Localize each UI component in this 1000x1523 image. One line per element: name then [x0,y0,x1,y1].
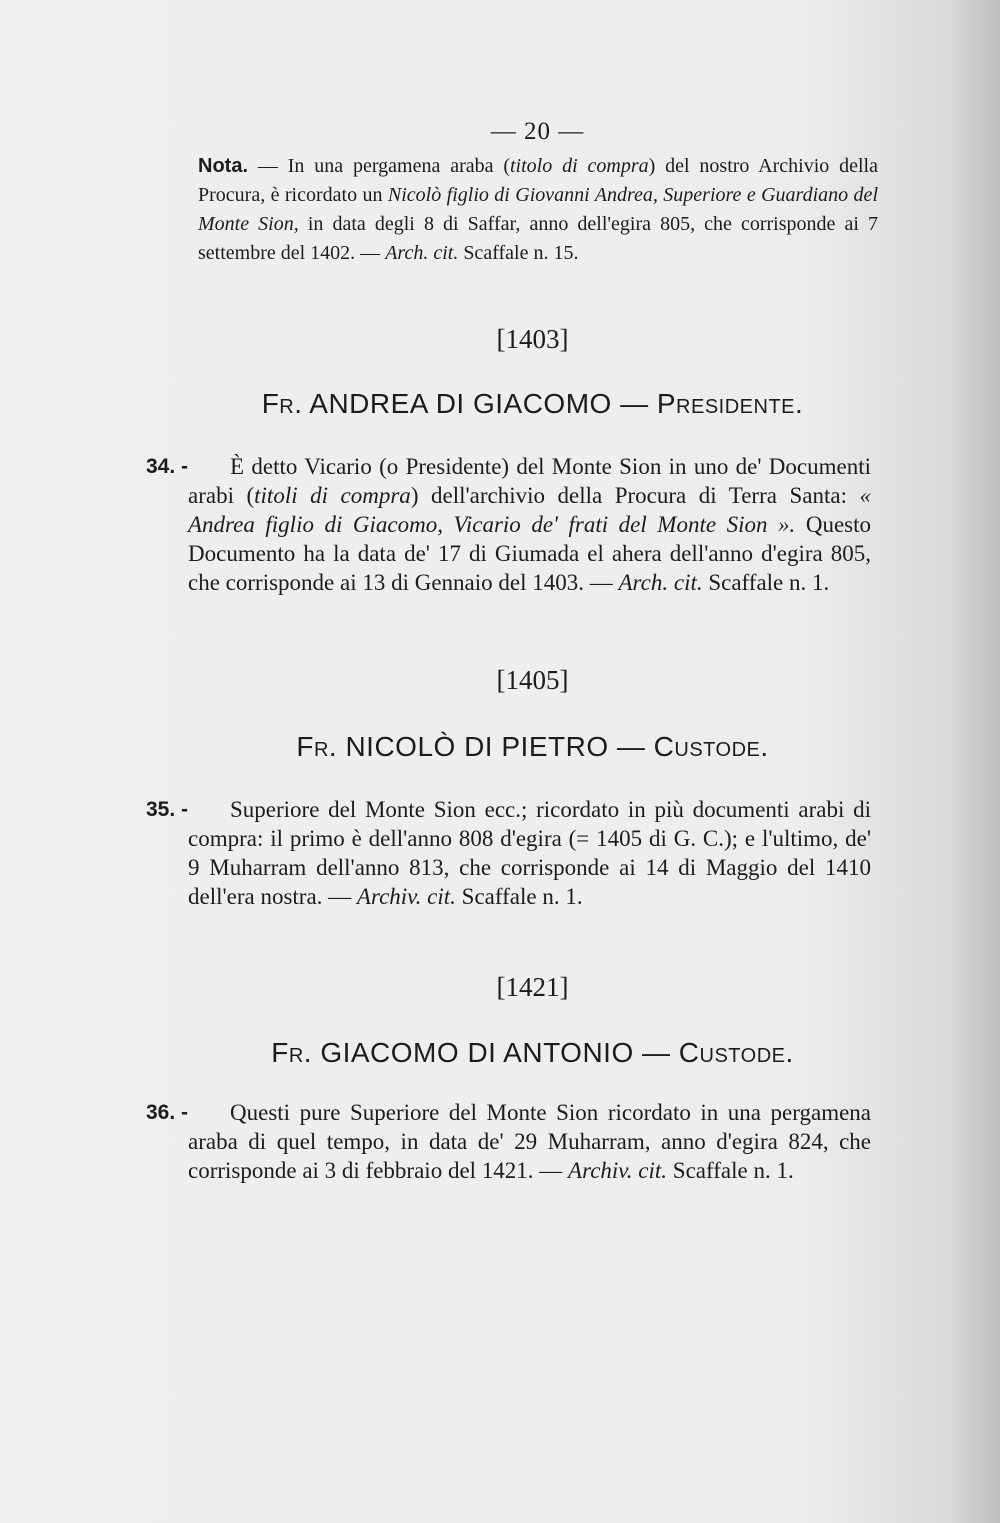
entry-text [188,795,871,911]
entry-italic-1: Archiv. cit. [356,884,456,909]
nota-text-2: ) del nostro Archivio della Procura, è ricordato un [198,155,878,206]
entry-number: 36. - [146,1101,189,1124]
entry-text-2: ) dell'archivio della Procura di Terra Santa: [410,483,860,508]
heading-title: Presidente. [656,388,804,419]
entry-text-2: Scaffale n. 1. [667,1158,794,1183]
heading-prefix: Fr. [261,388,303,419]
heading-prefix: Fr. [271,1037,313,1068]
section-heading-1405 [0,731,1000,763]
nota-text-1: — In una pergamena araba ( [248,155,510,177]
nota-paragraph [198,152,878,268]
entry-italic-2: « Andrea figlio di Giacomo, Vicario de' frati del Monte Sion ». [188,483,871,537]
nota-italic-1: titolo di compra [510,155,649,177]
section-heading-1421 [0,1037,1000,1069]
nota-text-4: Scaffale n. 15. [458,242,579,264]
entry-text-4: Scaffale n. 1. [702,570,830,595]
entry-text-2: Scaffale n. 1. [455,884,583,909]
heading-title: Custode. [653,731,769,762]
section-year-1405: [1405] [496,665,569,695]
entry-italic-1: Archiv. cit. [568,1158,668,1183]
nota-text-3: in data degli 8 di Saffar, anno dell'egira 805, che corrisponde ai 7 settembre del 1402. — [198,213,879,264]
entry-text-1: Questi pure Superiore del Monte Sion ricordato in una pergamena araba di quel tempo, in data de' 29 Muharram, anno d'egira 824, che corrisponde ai 3 di febbraio del 1421. — [188,1100,871,1183]
entry-text-1: È detto Vicario (o Presidente) del Monte Sion in uno de' Documenti arabi ( [188,454,871,508]
section-year-1403: [1403] [496,324,569,354]
section-heading-1403 [0,388,1000,420]
page-number: — 20 — [490,118,585,145]
nota-label: Nota. [198,155,248,177]
entry-text [188,452,871,597]
entry-36 [146,1098,871,1185]
section-year-1421: [1421] [496,972,569,1002]
entry-text-3: Questo Documento ha la data de' 17 di Giumada el ahera dell'anno d'egira 805, che corrisponde ai 13 di Gennaio del 1403. — [188,512,871,595]
entry-text-1: Superiore del Monte Sion ecc.; ricordato in più documenti arabi di compra: il primo è dell'anno 808 d'egira (= 1405 di G. C.); e l'ultimo, de' 9 Muharram dell'anno 813, che corrisponde ai 14 di Maggio del 1410 dell'era nostra. — [188,797,871,909]
nota-italic-3: Arch. cit. [385,242,459,264]
heading-title: Custode. [678,1037,794,1068]
heading-prefix: Fr. [296,731,338,762]
heading-name: NICOLÒ DI PIETRO — [337,731,654,762]
entry-34 [146,452,871,597]
entry-italic-3: Arch. cit. [618,570,703,595]
entry-text [188,1098,871,1185]
entry-35 [146,795,871,911]
entry-number: 35. - [146,798,189,821]
entry-number: 34. - [146,455,189,478]
nota-italic-2: Nicolò figlio di Giovanni Andrea, Superiore e Guardiano del Monte Sion, [198,184,878,235]
entry-italic-1: titoli di compra [254,483,411,508]
heading-name: ANDREA DI GIACOMO — [302,388,657,419]
heading-name: GIACOMO DI ANTONIO — [312,1037,679,1068]
